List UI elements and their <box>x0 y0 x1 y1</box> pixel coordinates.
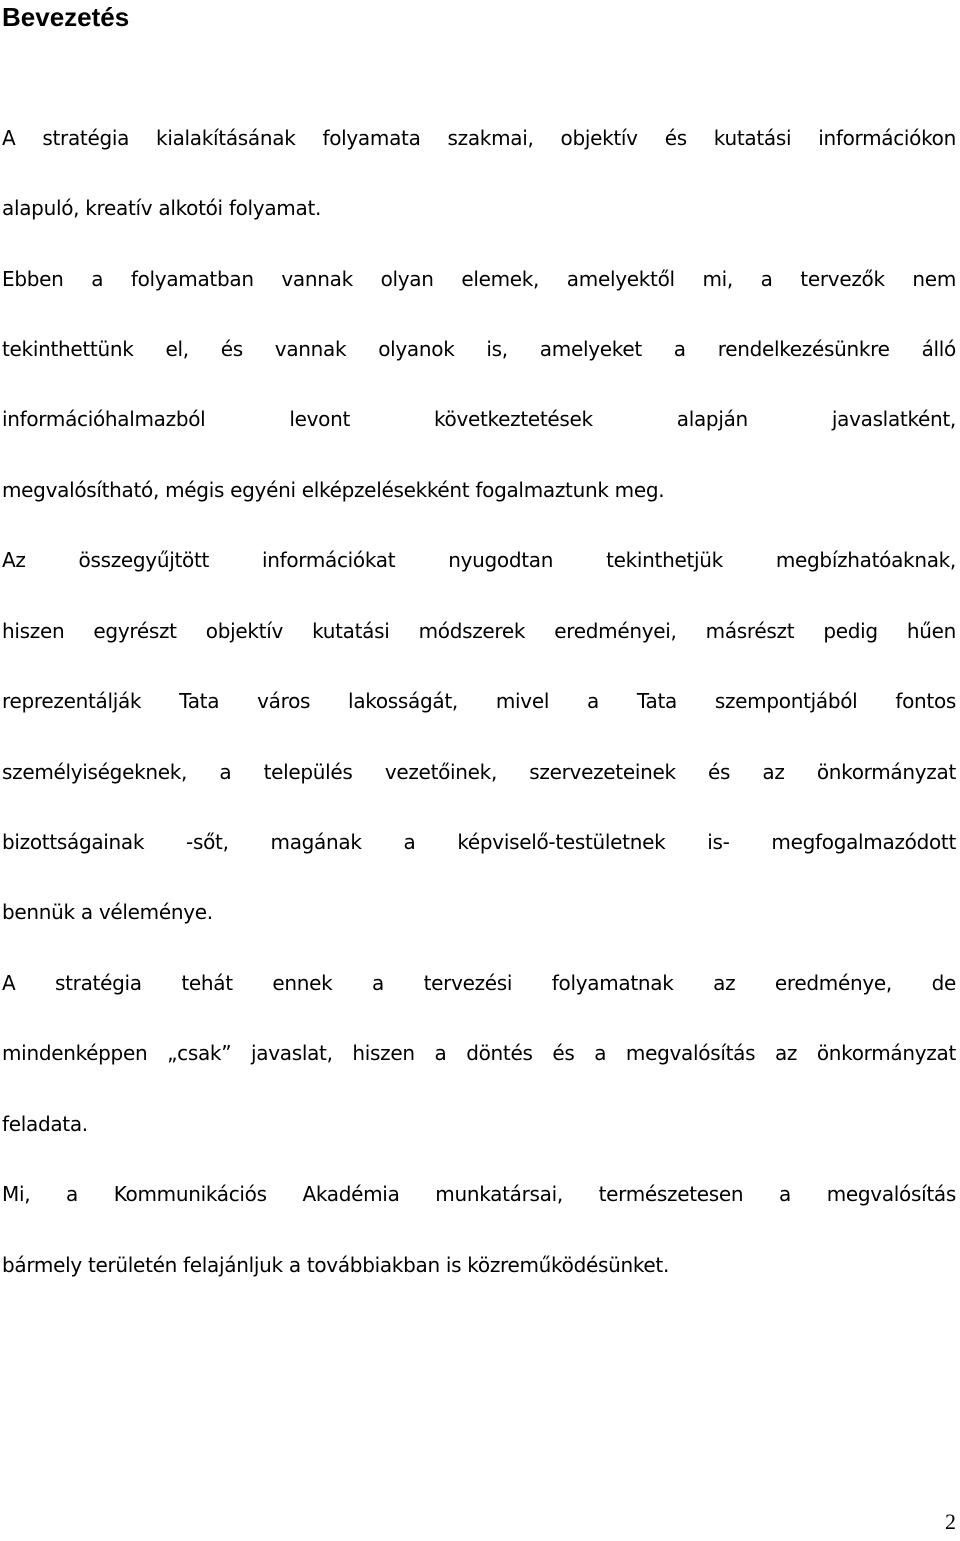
text-line: személyiségeknek, a település vezetőinek, szervezeteinek és az önkormányzat <box>2 760 956 784</box>
text-line: információhalmazból levont következtetések alapján javaslatként, <box>2 407 956 431</box>
text-line: reprezentálják Tata város lakosságát, mivel a Tata szempontjából fontos <box>2 689 956 713</box>
text-line: bizottságainak -sőt, magának a képviselő-testületnek is- megfogalmazódott <box>2 830 956 854</box>
text-line: Ebben a folyamatban vannak olyan elemek, amelyektől mi, a tervezők nem <box>2 267 956 291</box>
page-heading: Bevezetés <box>2 2 130 32</box>
text-line: A stratégia kialakításának folyamata szakmai, objektív és kutatási információkon <box>2 126 956 150</box>
page-number: 2 <box>945 1509 956 1534</box>
text-line: alapuló, kreatív alkotói folyamat. <box>2 196 322 220</box>
text-line: hiszen egyrészt objektív kutatási módszerek eredményei, másrészt pedig hűen <box>2 619 956 643</box>
text-line: Mi, a Kommunikációs Akadémia munkatársai, természetesen a megvalósítás <box>2 1182 956 1206</box>
text-line: bármely területén felajánljuk a továbbiakban is közreműködésünket. <box>2 1253 670 1277</box>
text-line: mindenképpen „csak” javaslat, hiszen a döntés és a megvalósítás az önkormányzat <box>2 1041 956 1065</box>
text-line: tekinthettünk el, és vannak olyanok is, amelyeket a rendelkezésünkre álló <box>2 337 956 361</box>
text-line: A stratégia tehát ennek a tervezési folyamatnak az eredménye, de <box>2 971 956 995</box>
text-line: feladata. <box>2 1112 88 1136</box>
text-line: megvalósítható, mégis egyéni elképzelésekként fogalmaztunk meg. <box>2 478 665 502</box>
text-line: Az összegyűjtött információkat nyugodtan tekinthetjük megbízhatóaknak, <box>2 548 956 572</box>
text-line: bennük a véleménye. <box>2 900 213 924</box>
